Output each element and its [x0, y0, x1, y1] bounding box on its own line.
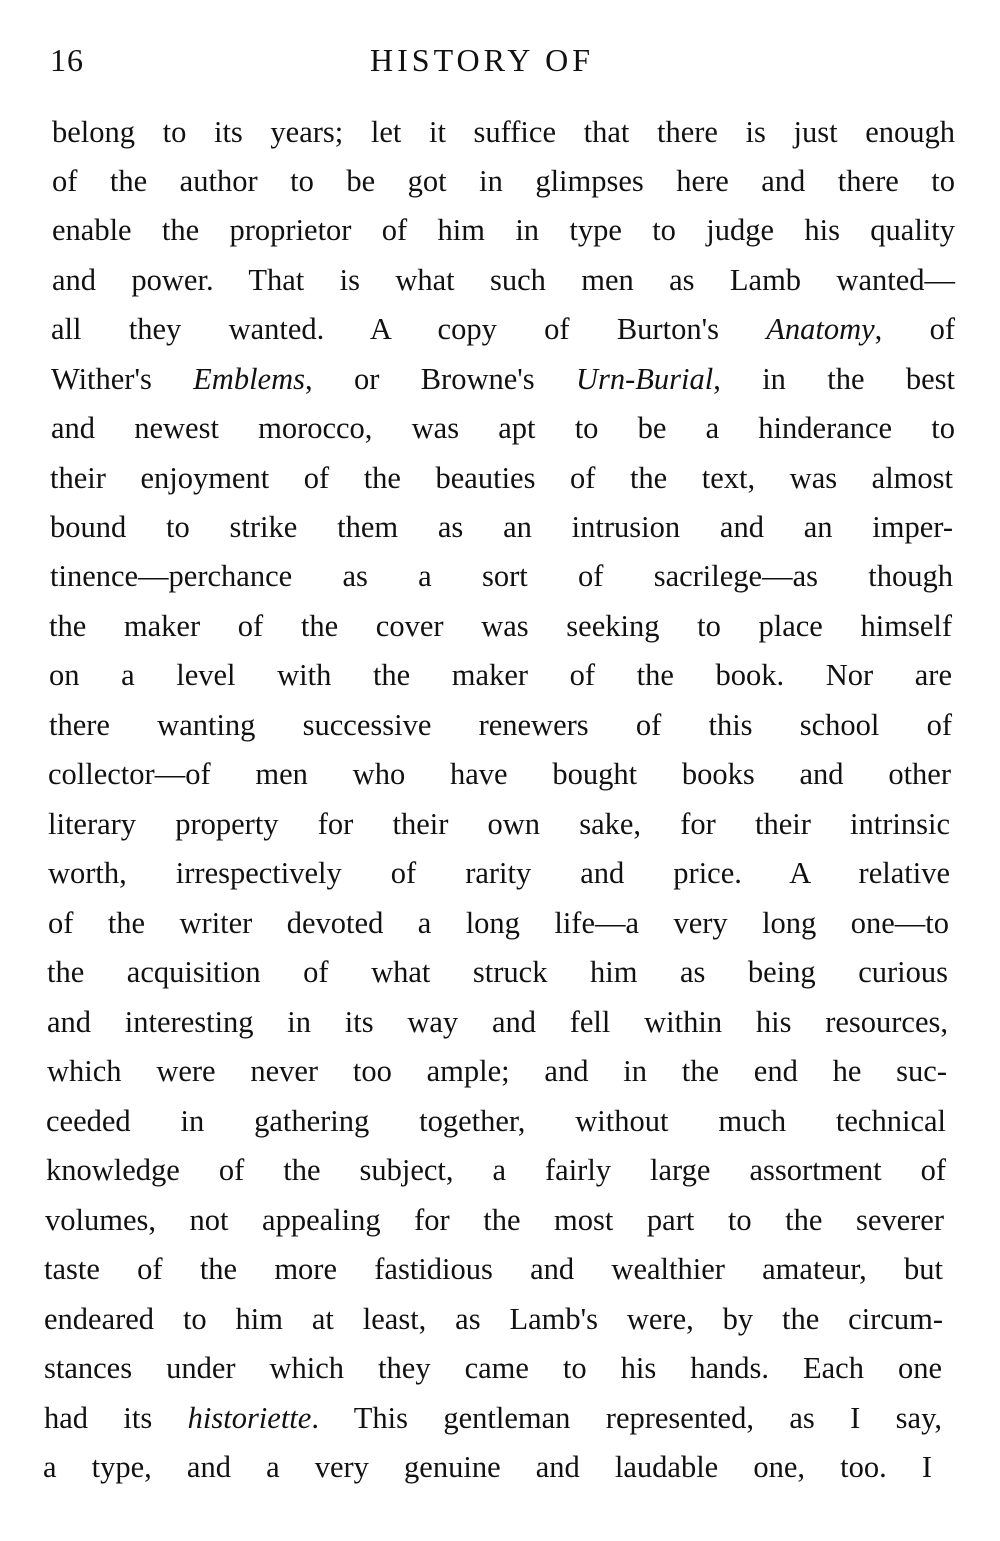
text-line: had its historiette. This gentleman represented, as I say, [44, 1401, 942, 1435]
running-title: HISTORY OF [370, 42, 595, 78]
text-line: tinence—perchance as a sort of sacrilege—as though [50, 559, 953, 593]
text-line: knowledge of the subject, a fairly large assortment of [46, 1153, 946, 1187]
text-line: and power. That is what such men as Lamb wanted— [52, 263, 955, 297]
text-line: which were never too ample; and in the end he suc- [47, 1054, 947, 1088]
text-line: there wanting successive renewers of this school of [49, 708, 952, 742]
text-line: taste of the more fastidious and wealthier amateur, but [44, 1252, 943, 1286]
text-line: volumes, not appealing for the most part to the severer [45, 1203, 944, 1237]
text-line: on a level with the maker of the book. Nor are [49, 658, 952, 692]
text-line: enable the proprietor of him in type to judge his quality [52, 213, 955, 247]
text-line: endeared to him at least, as Lamb's were, by the circum- [44, 1302, 943, 1336]
text-line: the maker of the cover was seeking to place himself [49, 609, 952, 643]
text-line: and newest morocco, was apt to be a hinderance to [51, 411, 955, 445]
text-line: ceeded in gathering together, without much technical [46, 1104, 946, 1138]
text-line: and interesting in its way and fell within his resources, [47, 1005, 948, 1039]
text-line: all they wanted. A copy of Burton's Anatomy, of [51, 312, 955, 346]
text-line: collector—of men who have bought books and other [48, 757, 951, 791]
text-line: Wither's Emblems, or Browne's Urn-Burial, in the best [51, 362, 955, 396]
text-line: their enjoyment of the beauties of the text, was almost [50, 461, 953, 495]
text-line: of the writer devoted a long life—a very long one—to [48, 906, 949, 940]
text-line: stances under which they came to his hands. Each one [44, 1351, 942, 1385]
page-number: 16 [50, 42, 84, 78]
text-line: a type, and a very genuine and laudable one, too. I [43, 1450, 932, 1484]
text-line: belong to its years; let it suffice that there is just enough [52, 115, 955, 149]
text-line: worth, irrespectively of rarity and price. A relative [48, 856, 950, 890]
text-line: the acquisition of what struck him as being curious [47, 955, 948, 989]
text-line: bound to strike them as an intrusion and an imper- [50, 510, 953, 544]
text-line: literary property for their own sake, for their intrinsic [48, 807, 950, 841]
text-line: of the author to be got in glimpses here and there to [52, 164, 955, 198]
running-head [50, 42, 950, 82]
